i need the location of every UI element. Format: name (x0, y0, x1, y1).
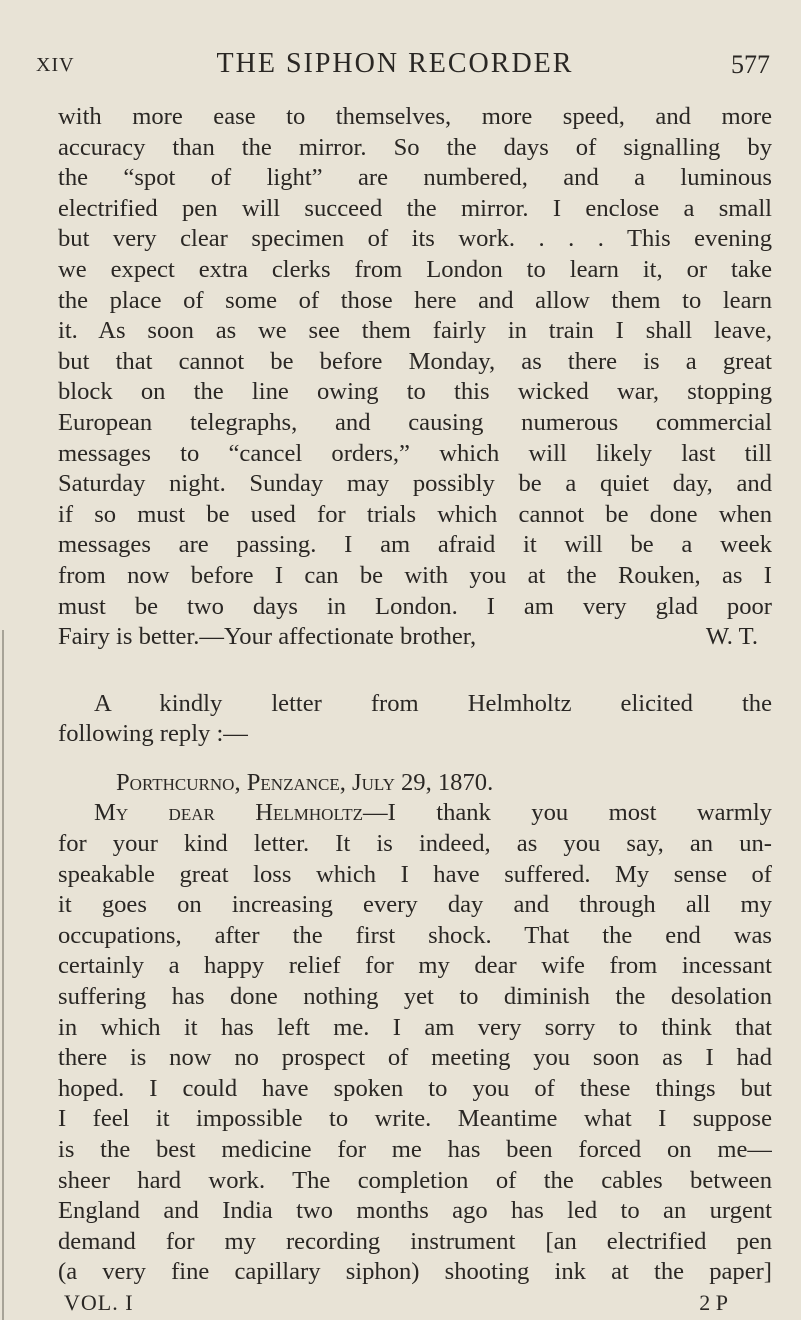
letter-salutation: My dear Helmholtz (94, 799, 364, 827)
text-line: speakable great loss which I have suffered. My sense of (58, 860, 772, 888)
text-line: A kindly letter from Helmholtz elicited the (94, 689, 772, 717)
text-line: following reply :— (58, 720, 248, 748)
text-line: the “spot of light” are numbered, and a luminous (58, 164, 772, 192)
closing-line (58, 622, 772, 653)
text-line: suffering has done nothing yet to diminish the desolation (58, 983, 772, 1011)
text-line: in which it has left me. I am very sorry to think that (58, 1013, 772, 1041)
paragraph-gap (58, 750, 772, 768)
page-number: 577 (731, 50, 770, 79)
running-header (36, 48, 770, 88)
chapter-number: XIV (36, 54, 75, 76)
text-line: certainly a happy relief for my dear wife from incessant (58, 952, 772, 980)
text-line: messages to “cancel orders,” which will likely last till (58, 439, 772, 467)
text-line: it goes on increasing every day and through all my (58, 891, 772, 919)
letter-signature: W. T. (705, 623, 758, 651)
volume-mark: VOL. I (64, 1289, 134, 1315)
text-line: from now before I can be with you at the Rouken, as I (58, 561, 772, 589)
text-line: hoped. I could have spoken to you of these things but (58, 1074, 772, 1102)
letter-closing: Fairy is better.—Your affectionate brother, (58, 623, 477, 651)
text-fragment: —I thank you most warmly (363, 799, 772, 827)
text-line: accuracy than the mirror. So the days of signalling by (58, 133, 772, 161)
letter-helmholtz (58, 768, 772, 1288)
text-line: it. As soon as we see them fairly in train I shall leave, (58, 317, 772, 345)
text-line: I feel it impossible to write. Meantime what I suppose (58, 1105, 772, 1133)
text-line: is the best medicine for me has been forced on me— (58, 1136, 772, 1163)
paragraph-gap (58, 653, 772, 689)
text-line: European telegraphs, and causing numerous commercial (58, 408, 772, 436)
page-gutter-shadow (2, 630, 4, 1320)
text-line: sheer hard work. The completion of the cables between (58, 1166, 772, 1194)
text-line: but that cannot be before Monday, as there is a great (58, 347, 772, 375)
text-line: with more ease to themselves, more speed, and more (58, 103, 772, 130)
text-line: for your kind letter. It is indeed, as you say, an un- (58, 830, 772, 858)
text-line: if so must be used for trials which cannot be done when (58, 500, 772, 528)
text-line: the place of some of those here and allow them to learn (58, 286, 772, 314)
text-line: we expect extra clerks from London to learn it, or take (58, 255, 772, 283)
running-title: THE SIPHON RECORDER (216, 48, 574, 79)
signature-mark: 2 P (699, 1289, 728, 1315)
letter-dateline: Porthcurno, Penzance, July 29, 1870. (116, 768, 494, 796)
text-line: England and India two months ago has led to an urgent (58, 1197, 772, 1225)
letter-opening-line (58, 798, 772, 829)
text-line: Saturday night. Sunday may possibly be a quiet day, and (58, 470, 772, 498)
text-line: must be two days in London. I am very glad poor (58, 592, 772, 620)
text-line: (a very fine capillary siphon) shooting ink at the paper] (58, 1258, 772, 1286)
text-line: occupations, after the first shock. That the end was (58, 921, 772, 949)
intro-paragraph (58, 689, 772, 750)
text-line: messages are passing. I am afraid it will be a week (58, 531, 772, 559)
text-line: electrified pen will succeed the mirror. I enclose a small (58, 194, 772, 222)
page-body (58, 102, 772, 1318)
text-line: there is now no prospect of meeting you soon as I had (58, 1044, 772, 1072)
text-line: block on the line owing to this wicked war, stopping (58, 378, 772, 406)
paragraph-continuation (58, 102, 772, 653)
page-footer (58, 1288, 772, 1318)
text-line: demand for my recording instrument [an electrified pen (58, 1227, 772, 1255)
text-line: but very clear specimen of its work. . . . This evening (58, 225, 772, 253)
